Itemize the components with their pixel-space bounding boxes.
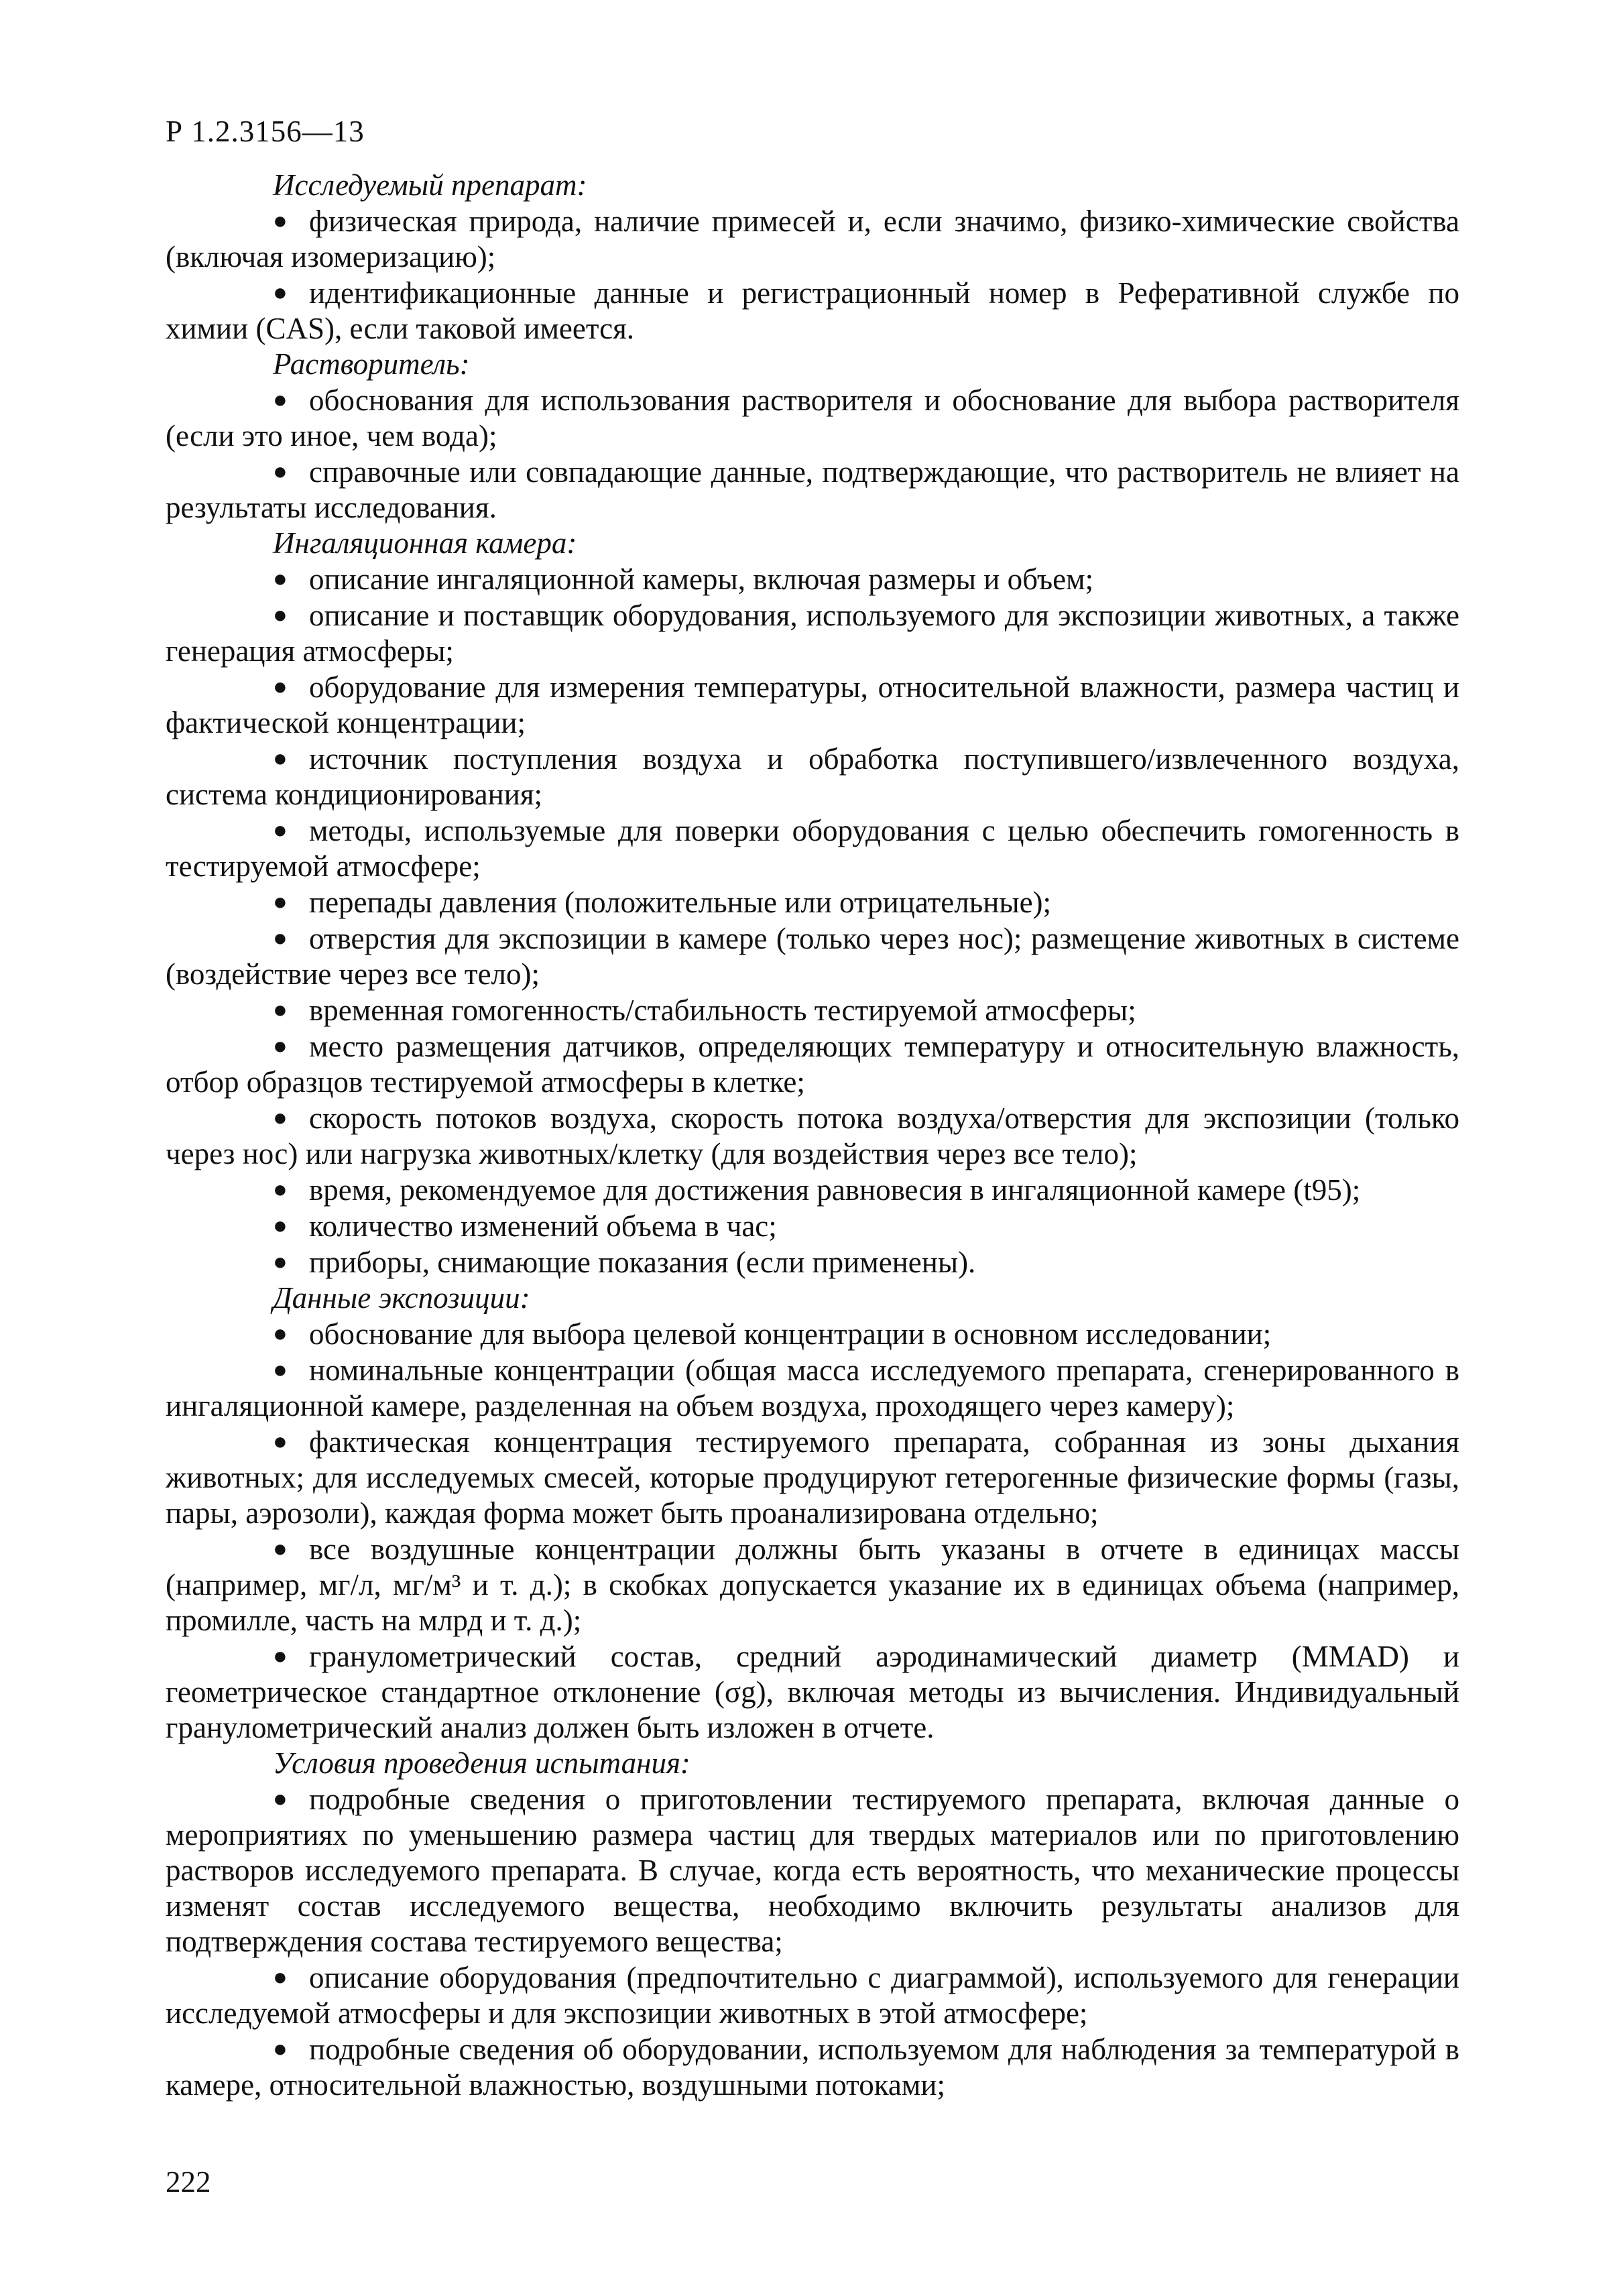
list-item: ● источник поступления воздуха и обработка поступившего/извлеченного воздуха, система кондиционирования; xyxy=(166,742,1459,811)
list-item: ● описание оборудования (предпочтительно с диаграммой), используемого для генерации исследуемой атмосферы и для экспозиции животных в этой атмосфере; xyxy=(166,1961,1459,2030)
bullet-icon: ● xyxy=(273,745,288,772)
list-item: ● физическая природа, наличие примесей и, если значимо, физико-химические свойства (включая изомеризацию); xyxy=(166,204,1459,274)
list-item: ● идентификационные данные и регистрационный номер в Реферативной службе по химии (CAS), если таковой имеется. xyxy=(166,276,1459,345)
list-item: ● гранулометрический состав, средний аэродинамический диаметр (MMAD) и геометрическое стандартное отклонение (σg), включая методы из вычисления. Индивидуальный гранулометрический анализ должен быть изложен в отчете. xyxy=(166,1640,1459,1744)
list-item: ● отверстия для экспозиции в камере (только через нос); размещение животных в системе (воздействие через все тело); xyxy=(166,922,1459,991)
bullet-icon: ● xyxy=(273,924,288,951)
list-item: ● все воздушные концентрации должны быть указаны в отчете в единицах массы (например, мг/л, мг/м³ и т. д.); в скобках допускается указание их в единицах объема (например, промилле, часть на млрд и т. д.); xyxy=(166,1532,1459,1637)
list-item: ● справочные или совпадающие данные, подтверждающие, что растворитель не влияет на результаты исследования. xyxy=(166,455,1459,524)
bullet-icon: ● xyxy=(273,1356,288,1383)
list-item: ● оборудование для измерения температуры, относительной влажности, размера частиц и фактической концентрации; xyxy=(166,670,1459,739)
bullet-icon: ● xyxy=(273,1248,288,1275)
section-title-solvent: Растворитель: xyxy=(273,347,470,381)
bullet-icon: ● xyxy=(273,1963,288,1990)
section-title-inhalation-chamber: Ингаляционная камера: xyxy=(273,526,577,560)
list-item: ● место размещения датчиков, определяющих температуру и относительную влажность, отбор образцов тестируемой атмосферы в клетке; xyxy=(166,1030,1459,1099)
list-item: ● временная гомогенность/стабильность тестируемой атмосферы; xyxy=(273,993,1136,1027)
list-item: ● методы, используемые для поверки оборудования с целью обеспечить гомогенность в тестируемой атмосфере; xyxy=(166,814,1459,883)
section-title-exposure-data: Данные экспозиции: xyxy=(273,1281,530,1315)
bullet-icon: ● xyxy=(273,996,288,1023)
bullet-icon: ● xyxy=(273,1642,288,1669)
bullet-icon: ● xyxy=(273,279,288,306)
bullet-icon: ● xyxy=(273,888,288,915)
bullet-icon: ● xyxy=(273,458,288,485)
list-item: ● перепады давления (положительные или отрицательные); xyxy=(273,886,1052,919)
list-item: ● обоснование для выбора целевой концентрации в основном исследовании; xyxy=(273,1317,1272,1351)
bullet-icon: ● xyxy=(273,1212,288,1239)
list-item: ● количество изменений объема в час; xyxy=(273,1209,777,1243)
bullet-icon: ● xyxy=(273,1104,288,1131)
bullet-icon: ● xyxy=(273,1428,288,1455)
list-item: ● подробные сведения об оборудовании, используемом для наблюдения за температурой в камере, относительной влажностью, воздушными потоками; xyxy=(166,2033,1459,2102)
list-item: ● время, рекомендуемое для достижения равновесия в ингаляционной камере (t95); xyxy=(273,1173,1361,1207)
list-item: ● номинальные концентрации (общая масса исследуемого препарата, сгенерированного в ингаляционной камере, разделенная на объем воздуха, проходящего через камеру); xyxy=(166,1353,1459,1423)
bullet-icon: ● xyxy=(273,207,288,234)
document-code: Р 1.2.3156—13 xyxy=(166,115,365,148)
bullet-icon: ● xyxy=(273,2035,288,2062)
list-item: ● подробные сведения о приготовлении тестируемого препарата, включая данные о мероприятиях по уменьшению размера частиц для твердых материалов или по приготовлению растворов исследуемого препарата. В случае, когда есть вероятность, что механические процессы изменят состав исследуемого вещества, необходимо включить результаты анализов для подтверждения состава тестируемого вещества; xyxy=(166,1783,1459,1958)
bullet-icon: ● xyxy=(273,1320,288,1347)
bullet-icon: ● xyxy=(273,1785,288,1812)
bullet-icon: ● xyxy=(273,1535,288,1562)
bullet-icon: ● xyxy=(273,386,288,413)
section-title-test-substance: Исследуемый препарат: xyxy=(273,168,587,202)
section-title-test-conditions: Условия проведения испытания: xyxy=(273,1746,690,1780)
list-item: ● обоснования для использования растворителя и обоснование для выбора растворителя (если это иное, чем вода); xyxy=(166,383,1459,452)
bullet-icon: ● xyxy=(273,601,288,628)
bullet-icon: ● xyxy=(273,817,288,843)
page-number: 222 xyxy=(166,2165,211,2199)
list-item: ● фактическая концентрация тестируемого препарата, собранная из зоны дыхания животных; для исследуемых смесей, которые продуцируют гетерогенные физические формы (газы, пары, аэрозоли), каждая форма может быть проанализирована отдельно; xyxy=(166,1425,1459,1530)
bullet-icon: ● xyxy=(273,1176,288,1203)
list-item: ● описание ингаляционной камеры, включая размеры и объем; xyxy=(273,562,1094,596)
bullet-icon: ● xyxy=(273,1032,288,1059)
list-item: ● описание и поставщик оборудования, используемого для экспозиции животных, а также генерация атмосферы; xyxy=(166,599,1459,668)
list-item: ● приборы, снимающие показания (если применены). xyxy=(273,1246,976,1279)
bullet-icon: ● xyxy=(273,673,288,700)
list-item: ● скорость потоков воздуха, скорость потока воздуха/отверстия для экспозиции (только через нос) или нагрузка животных/клетку (для воздействия через все тело); xyxy=(166,1101,1459,1170)
bullet-icon: ● xyxy=(273,565,288,592)
document-body xyxy=(166,168,1459,2103)
